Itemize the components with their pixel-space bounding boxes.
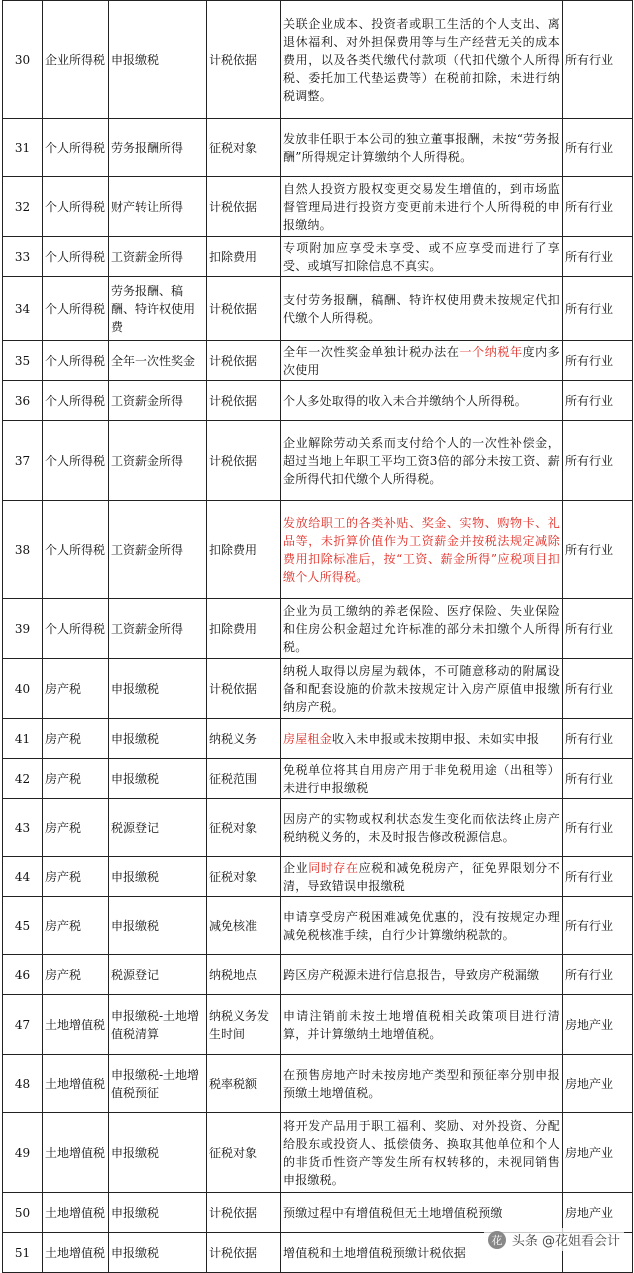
industry-cell: 所有行业 [563, 277, 633, 341]
risk-description-cell [281, 1193, 563, 1233]
business-type-cell: 财产转让所得 [109, 177, 207, 237]
tax-type-cell: 个人所得税 [43, 381, 109, 421]
business-type-cell: 税源登记 [109, 955, 207, 995]
business-type-cell: 申报缴税 [109, 659, 207, 719]
business-type-cell: 工资薪金所得 [109, 381, 207, 421]
industry-cell: 房地产业 [563, 1055, 633, 1113]
tax-type-cell: 房产税 [43, 719, 109, 759]
row-number: 48 [3, 1055, 43, 1113]
row-number: 32 [3, 177, 43, 237]
business-type-cell: 工资薪金所得 [109, 599, 207, 659]
risk-item-cell: 扣除费用 [207, 237, 281, 277]
table-row [3, 955, 633, 995]
tax-type-cell: 土地增值税 [43, 995, 109, 1055]
row-number: 35 [3, 341, 43, 381]
industry-cell: 所有行业 [563, 719, 633, 759]
row-number: 34 [3, 277, 43, 341]
risk-item-cell: 征税对象 [207, 119, 281, 177]
industry-cell: 所有行业 [563, 381, 633, 421]
risk-item-cell: 计税依据 [207, 659, 281, 719]
row-number: 50 [3, 1193, 43, 1233]
description-segment: 发放非任职于本公司的独立董事报酬，未按“劳务报酬”所得规定计算缴纳个人所得税。 [283, 131, 560, 164]
risk-description-cell [281, 1113, 563, 1193]
row-number: 47 [3, 995, 43, 1055]
row-number: 40 [3, 659, 43, 719]
industry-cell: 房地产业 [563, 995, 633, 1055]
tax-type-cell: 房产税 [43, 799, 109, 857]
tax-type-cell: 房产税 [43, 955, 109, 995]
business-type-cell: 申报缴税-土地增值税预征 [109, 1055, 207, 1113]
risk-description-cell [281, 1055, 563, 1113]
risk-description-cell [281, 759, 563, 799]
description-segment: 在预售房地产时未按房地产类型和预征率分别申报预缴土地增值税。 [283, 1067, 560, 1100]
description-segment: 关联企业成本、投资者或职工生活的个人支出、离退休福利、对外担保费用等与生产经营无关的成本费用，以及各类代缴代付款项（代扣代缴个人所得税、委托加工代垫运费等）在税前扣除，未进行纳税调整。 [283, 16, 560, 103]
industry-cell: 所有行业 [563, 897, 633, 955]
row-number: 30 [3, 1, 43, 119]
description-segment: 预缴过程中有增值税但无土地增值税预缴 [283, 1205, 503, 1220]
business-type-cell: 申报缴税 [109, 1193, 207, 1233]
description-segment: 免税单位将其自用房产用于非免税用途（出租等）未进行申报缴税 [283, 762, 560, 795]
table-row [3, 897, 633, 955]
risk-description-cell [281, 857, 563, 897]
risk-item-cell: 扣除费用 [207, 599, 281, 659]
description-segment: 企业解除劳动关系而支付给个人的一次性补偿金，超过当地上年职工平均工资3倍的部分未按工资、薪金所得代扣代缴个人所得税。 [283, 435, 560, 486]
business-type-cell: 工资薪金所得 [109, 501, 207, 599]
table-row [3, 799, 633, 857]
industry-cell: 所有行业 [563, 955, 633, 995]
tax-type-cell: 房产税 [43, 759, 109, 799]
description-segment: 增值税和土地增值税预缴计税依据 [283, 1245, 467, 1260]
table-row [3, 119, 633, 177]
description-segment: 支付劳务报酬，稿酬、特许权使用费未按规定代扣代缴个人所得税。 [283, 292, 560, 325]
row-number: 44 [3, 857, 43, 897]
business-type-cell: 申报缴税-土地增值税清算 [109, 995, 207, 1055]
risk-item-cell: 征税对象 [207, 799, 281, 857]
table-row [3, 1113, 633, 1193]
industry-cell: 所有行业 [563, 237, 633, 277]
row-number: 43 [3, 799, 43, 857]
tax-type-cell: 个人所得税 [43, 501, 109, 599]
table-row [3, 995, 633, 1055]
row-number: 41 [3, 719, 43, 759]
risk-description-cell [281, 381, 563, 421]
business-type-cell: 申报缴税 [109, 1, 207, 119]
table-row [3, 237, 633, 277]
description-segment: 纳税人取得以房屋为载体，不可随意移动的附属设备和配套设施的价款未按规定计入房产原值申报缴纳房产税。 [283, 663, 560, 714]
industry-cell: 所有行业 [563, 1, 633, 119]
tax-type-cell: 土地增值税 [43, 1113, 109, 1193]
business-type-cell: 工资薪金所得 [109, 421, 207, 501]
business-type-cell: 全年一次性奖金 [109, 341, 207, 381]
tax-type-cell: 个人所得税 [43, 119, 109, 177]
risk-item-cell: 征税对象 [207, 1113, 281, 1193]
author-avatar-icon: 花 [488, 1231, 506, 1249]
description-segment: 一个纳税年 [459, 344, 523, 359]
row-number: 37 [3, 421, 43, 501]
table-row [3, 341, 633, 381]
risk-item-cell: 纳税义务发生时间 [207, 995, 281, 1055]
risk-item-cell: 纳税义务 [207, 719, 281, 759]
table-row [3, 857, 633, 897]
business-type-cell: 工资薪金所得 [109, 237, 207, 277]
table-row [3, 501, 633, 599]
risk-item-cell: 征税范围 [207, 759, 281, 799]
tax-type-cell: 土地增值税 [43, 1233, 109, 1273]
row-number: 46 [3, 955, 43, 995]
row-number: 36 [3, 381, 43, 421]
risk-item-cell: 计税依据 [207, 341, 281, 381]
risk-description-cell [281, 277, 563, 341]
industry-cell: 所有行业 [563, 659, 633, 719]
tax-type-cell: 个人所得税 [43, 421, 109, 501]
description-segment: 企业 [283, 860, 309, 875]
business-type-cell: 申报缴税 [109, 1233, 207, 1273]
risk-description-cell [281, 955, 563, 995]
risk-description-cell [281, 501, 563, 599]
tax-type-cell: 企业所得税 [43, 1, 109, 119]
risk-description-cell [281, 659, 563, 719]
description-segment: 发放给职工的各类补贴、奖金、实物、购物卡、礼品等，未折算价值作为工资薪金并按税法规定减除费用扣除标准后，按“工资、薪金所得”应税项目扣缴个人所得税。 [283, 515, 560, 584]
tax-type-cell: 个人所得税 [43, 341, 109, 381]
table-row [3, 759, 633, 799]
risk-description-cell [281, 341, 563, 381]
risk-item-cell: 纳税地点 [207, 955, 281, 995]
description-segment: 将开发产品用于职工福利、奖励、对外投资、分配给股东或投资人、抵偿债务、换取其他单位和个人的非货币性资产等发生所有权转移的，未视同销售申报缴税。 [283, 1118, 560, 1187]
table-row [3, 1055, 633, 1113]
risk-item-cell: 扣除费用 [207, 501, 281, 599]
business-type-cell: 申报缴税 [109, 857, 207, 897]
row-number: 33 [3, 237, 43, 277]
row-number: 42 [3, 759, 43, 799]
row-number: 45 [3, 897, 43, 955]
business-type-cell: 申报缴税 [109, 1113, 207, 1193]
tax-type-cell: 个人所得税 [43, 277, 109, 341]
risk-item-cell: 计税依据 [207, 277, 281, 341]
description-segment: 申请注销前未按土地增值税相关政策项目进行清算，并计算缴纳土地增值税。 [283, 1008, 560, 1041]
industry-cell: 所有行业 [563, 421, 633, 501]
table-row [3, 659, 633, 719]
business-type-cell: 申报缴税 [109, 719, 207, 759]
industry-cell: 所有行业 [563, 501, 633, 599]
table-row [3, 1193, 633, 1233]
risk-item-cell: 计税依据 [207, 1233, 281, 1273]
risk-description-cell [281, 421, 563, 501]
business-type-cell: 申报缴税 [109, 897, 207, 955]
risk-description-cell [281, 177, 563, 237]
tax-type-cell: 个人所得税 [43, 177, 109, 237]
industry-cell: 所有行业 [563, 599, 633, 659]
business-type-cell: 申报缴税 [109, 759, 207, 799]
row-number: 39 [3, 599, 43, 659]
risk-description-cell [281, 237, 563, 277]
industry-cell: 所有行业 [563, 799, 633, 857]
tax-risk-table [2, 0, 633, 1273]
industry-cell: 所有行业 [563, 857, 633, 897]
table-row [3, 421, 633, 501]
industry-cell: 所有行业 [563, 177, 633, 237]
tax-type-cell: 个人所得税 [43, 237, 109, 277]
row-number: 38 [3, 501, 43, 599]
risk-description-cell [281, 719, 563, 759]
description-segment: 申请享受房产税困难减免优惠的，没有按规定办理减免税核准手续，自行少计算缴纳税款的。 [283, 909, 560, 942]
industry-cell: 房地产业 [563, 1113, 633, 1193]
business-type-cell: 劳务报酬、稿酬、特许权使用费 [109, 277, 207, 341]
risk-description-cell [281, 799, 563, 857]
risk-item-cell: 计税依据 [207, 381, 281, 421]
row-number: 51 [3, 1233, 43, 1273]
industry-cell: 房地产业 [563, 1193, 633, 1233]
industry-cell: 所有行业 [563, 759, 633, 799]
business-type-cell: 劳务报酬所得 [109, 119, 207, 177]
description-segment: 企业为员工缴纳的养老保险、医疗保险、失业保险和住房公积金超过允许标准的部分未扣缴个人所得税。 [283, 603, 560, 654]
watermark-text: 头条 @花姐看会计 [511, 1234, 620, 1249]
row-number: 31 [3, 119, 43, 177]
risk-item-cell: 减免核准 [207, 897, 281, 955]
tax-type-cell: 土地增值税 [43, 1193, 109, 1233]
risk-description-cell [281, 995, 563, 1055]
description-segment: 收入未申报或未按期申报、未如实申报 [331, 731, 540, 746]
business-type-cell: 税源登记 [109, 799, 207, 857]
table-row [3, 381, 633, 421]
watermark [484, 1228, 624, 1251]
tax-type-cell: 房产税 [43, 857, 109, 897]
description-segment: 跨区房产税源未进行信息报告，导致房产税漏缴 [283, 967, 540, 982]
row-number: 49 [3, 1113, 43, 1193]
tax-type-cell: 房产税 [43, 659, 109, 719]
industry-cell: 所有行业 [563, 341, 633, 381]
risk-description-cell [281, 119, 563, 177]
table-row [3, 719, 633, 759]
table-row [3, 177, 633, 237]
risk-item-cell: 计税依据 [207, 1, 281, 119]
table-row [3, 599, 633, 659]
tax-type-cell: 土地增值税 [43, 1055, 109, 1113]
tax-type-cell: 个人所得税 [43, 599, 109, 659]
risk-item-cell: 计税依据 [207, 177, 281, 237]
description-segment: 专项附加应享受未享受、或不应享受而进行了享受、或填写扣除信息不真实。 [283, 240, 560, 273]
risk-description-cell [281, 599, 563, 659]
description-segment: 个人多处取得的收入未合并缴纳个人所得税。 [283, 393, 528, 408]
description-segment: 度内多次使用 [283, 344, 560, 377]
table-row [3, 277, 633, 341]
industry-cell: 所有行业 [563, 119, 633, 177]
description-segment: 房屋租金 [283, 731, 332, 746]
description-segment: 因房产的实物或权利状态发生变化而依法终止房产税纳税义务的，未及时报告修改税源信息。 [283, 811, 560, 844]
risk-item-cell: 计税依据 [207, 1193, 281, 1233]
tax-type-cell: 房产税 [43, 897, 109, 955]
risk-item-cell: 征税对象 [207, 857, 281, 897]
description-segment: 全年一次性奖金单独计税办法在 [283, 344, 460, 359]
table-row [3, 1, 633, 119]
description-segment: 应税和减免税房产，征免界限划分不清，导致错误申报缴税 [283, 860, 560, 893]
risk-description-cell [281, 897, 563, 955]
risk-item-cell: 计税依据 [207, 421, 281, 501]
table-body [3, 1, 633, 1273]
risk-description-cell [281, 1, 563, 119]
risk-item-cell: 税率税额 [207, 1055, 281, 1113]
description-segment: 同时存在 [308, 860, 359, 875]
description-segment: 自然人投资方股权变更交易发生增值的，到市场监督管理局进行投资方变更前未进行个人所得税的申报缴纳。 [283, 181, 560, 232]
